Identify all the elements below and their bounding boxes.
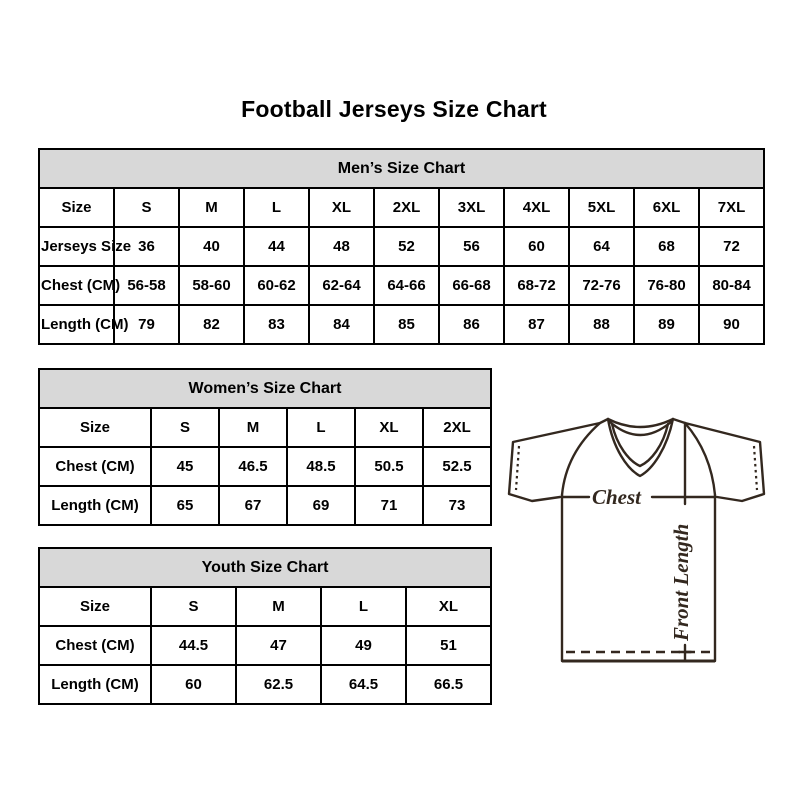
value-cell: 40 [179, 227, 244, 266]
value-cell: 52 [374, 227, 439, 266]
value-cell: 73 [423, 486, 491, 525]
value-cell: 66.5 [406, 665, 491, 704]
row-label-cell: Chest (CM) [39, 266, 114, 305]
size-header-cell: 2XL [374, 188, 439, 227]
table-title-row [39, 149, 764, 188]
size-header-cell: 6XL [634, 188, 699, 227]
size-header-cell: XL [406, 587, 491, 626]
value-cell: 64 [569, 227, 634, 266]
size-header-cell: L [287, 408, 355, 447]
value-cell: 85 [374, 305, 439, 344]
value-cell: 68 [634, 227, 699, 266]
table-row [39, 266, 764, 305]
row-label-cell: Chest (CM) [39, 447, 151, 486]
size-header-cell: S [151, 587, 236, 626]
value-cell: 60-62 [244, 266, 309, 305]
value-cell: 60 [151, 665, 236, 704]
value-cell: 48.5 [287, 447, 355, 486]
table-title-row [39, 548, 491, 587]
value-cell: 56-58 [114, 266, 179, 305]
value-cell: 47 [236, 626, 321, 665]
table-title: Men’s Size Chart [39, 149, 764, 188]
value-cell: 84 [309, 305, 374, 344]
row-label-cell: Chest (CM) [39, 626, 151, 665]
table-row [39, 227, 764, 266]
table-title: Women’s Size Chart [39, 369, 491, 408]
value-cell: 87 [504, 305, 569, 344]
value-cell: 89 [634, 305, 699, 344]
value-cell: 50.5 [355, 447, 423, 486]
size-header-cell: 4XL [504, 188, 569, 227]
value-cell: 86 [439, 305, 504, 344]
table-row [39, 447, 491, 486]
value-cell: 72-76 [569, 266, 634, 305]
right-cuff-dashed-line [754, 446, 757, 490]
value-cell: 88 [569, 305, 634, 344]
value-cell: 52.5 [423, 447, 491, 486]
value-cell: 48 [309, 227, 374, 266]
row-label-cell: Size [39, 408, 151, 447]
value-cell: 82 [179, 305, 244, 344]
value-cell: 65 [151, 486, 219, 525]
value-cell: 60 [504, 227, 569, 266]
value-cell: 64-66 [374, 266, 439, 305]
table-row [39, 305, 764, 344]
womens-size-table [38, 368, 492, 526]
size-header-cell: M [179, 188, 244, 227]
value-cell: 68-72 [504, 266, 569, 305]
size-header-cell: M [219, 408, 287, 447]
value-cell: 62-64 [309, 266, 374, 305]
value-cell: 64.5 [321, 665, 406, 704]
value-cell: 45 [151, 447, 219, 486]
size-header-cell: L [244, 188, 309, 227]
jersey-measurement-diagram [505, 398, 775, 673]
value-cell: 51 [406, 626, 491, 665]
value-cell: 67 [219, 486, 287, 525]
value-cell: 80-84 [699, 266, 764, 305]
table-row [39, 188, 764, 227]
table-title: Youth Size Chart [39, 548, 491, 587]
left-cuff-dashed-line [516, 446, 519, 490]
table-row [39, 587, 491, 626]
jersey-right-sleeve [673, 419, 764, 501]
mens-size-table [38, 148, 765, 345]
size-header-cell: XL [309, 188, 374, 227]
size-header-cell: XL [355, 408, 423, 447]
table-title-row [39, 369, 491, 408]
size-header-cell: S [151, 408, 219, 447]
size-header-cell: 2XL [423, 408, 491, 447]
value-cell: 72 [699, 227, 764, 266]
table-row [39, 665, 491, 704]
size-header-cell: L [321, 587, 406, 626]
size-header-cell: S [114, 188, 179, 227]
value-cell: 66-68 [439, 266, 504, 305]
value-cell: 76-80 [634, 266, 699, 305]
size-header-cell: M [236, 587, 321, 626]
front-length-label: Front Length [669, 523, 693, 641]
jersey-right-armhole-seam [685, 423, 715, 495]
value-cell: 90 [699, 305, 764, 344]
value-cell: 79 [114, 305, 179, 344]
row-label-cell: Length (CM) [39, 305, 114, 344]
row-label-cell: Length (CM) [39, 665, 151, 704]
value-cell: 83 [244, 305, 309, 344]
row-label-cell: Size [39, 188, 114, 227]
size-header-cell: 7XL [699, 188, 764, 227]
value-cell: 58-60 [179, 266, 244, 305]
table-row [39, 408, 491, 447]
table-row [39, 486, 491, 525]
row-label-cell: Length (CM) [39, 486, 151, 525]
chest-label: Chest [592, 485, 642, 509]
row-label-cell: Size [39, 587, 151, 626]
page-title: Football Jerseys Size Chart [241, 96, 547, 122]
value-cell: 49 [321, 626, 406, 665]
value-cell: 62.5 [236, 665, 321, 704]
jersey-collar-top-arc [608, 419, 673, 427]
size-header-cell: 5XL [569, 188, 634, 227]
row-label-cell: Jerseys Size [39, 227, 114, 266]
value-cell: 71 [355, 486, 423, 525]
value-cell: 36 [114, 227, 179, 266]
table-row [39, 626, 491, 665]
value-cell: 69 [287, 486, 355, 525]
value-cell: 44 [244, 227, 309, 266]
youth-size-table [38, 547, 492, 705]
value-cell: 44.5 [151, 626, 236, 665]
size-header-cell: 3XL [439, 188, 504, 227]
value-cell: 56 [439, 227, 504, 266]
value-cell: 46.5 [219, 447, 287, 486]
